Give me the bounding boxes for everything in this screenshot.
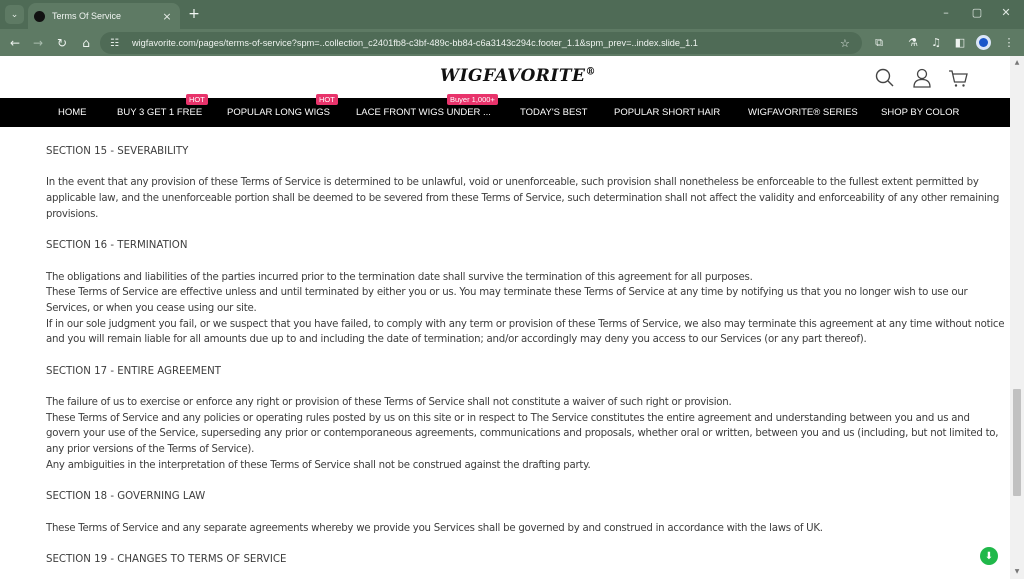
- account-icon[interactable]: [911, 67, 933, 89]
- nav-label: POPULAR LONG WIGS: [227, 107, 330, 118]
- media-control-icon[interactable]: ♫: [931, 36, 941, 49]
- nav-label: LACE FRONT WIGS UNDER ...: [356, 107, 491, 118]
- scrollbar-thumb[interactable]: [1013, 389, 1021, 496]
- tab-search-button[interactable]: [5, 5, 24, 24]
- nav-item-shop-by-color[interactable]: [881, 98, 959, 127]
- scroll-down-arrow-icon[interactable]: ▼: [1014, 568, 1020, 575]
- hot-badge: HOT: [186, 94, 208, 105]
- nav-label: HOME: [58, 107, 87, 118]
- text-line: applicable law, and the unenforceable portion shall be deemed to be severed from these Terms of Service, such determination shall not affect the validity and enforceability of any other remaining: [46, 193, 1000, 205]
- site-info-icon[interactable]: ☷: [110, 37, 119, 49]
- hot-badge: HOT: [316, 94, 338, 105]
- scroll-up-arrow-icon[interactable]: ▲: [1014, 59, 1020, 66]
- section-17-title: SECTION 17 - ENTIRE AGREEMENT: [46, 365, 221, 377]
- extensions-icon[interactable]: ⧉: [875, 36, 883, 49]
- text-line: any prior versions of the Terms of Service).: [46, 444, 255, 456]
- section-16-paragraph: [46, 270, 1005, 348]
- nav-item-popular-long-wigs[interactable]: [227, 95, 335, 127]
- text-line: If in our sole judgment you fail, or we suspect that you have failed, to comply with any term or provision of these Terms of Service, we also may terminate this agreement at any time without notice: [46, 318, 1005, 330]
- browser-tab-active[interactable]: [28, 3, 180, 29]
- nav-item-lace-front-wigs[interactable]: [356, 95, 495, 127]
- reload-button[interactable]: ↻: [56, 36, 68, 50]
- back-button[interactable]: ←: [9, 36, 21, 50]
- person-icon: [979, 38, 988, 47]
- section-16-title: SECTION 16 - TERMINATION: [46, 240, 188, 252]
- text-line: and you will remain liable for all amounts due up to and including the date of termination; and/or accordingly may deny you access to our Services (or any part thereof).: [46, 334, 867, 346]
- section-15-paragraph: [46, 175, 1000, 222]
- text-line: These Terms of Service and any policies or operating rules posted by us on this site or in respect to The Service constitutes the entire agreement and understanding between you and us and: [46, 412, 970, 424]
- web-page: [0, 56, 1010, 579]
- nav-label: SHOP BY COLOR: [881, 107, 960, 118]
- nav-label: BUY 3 GET 1 FREE: [117, 107, 203, 118]
- kebab-menu-icon[interactable]: ⋮: [1003, 36, 1015, 49]
- forward-button[interactable]: →: [32, 36, 44, 50]
- registered-mark: ®: [585, 66, 596, 78]
- cart-icon[interactable]: [947, 67, 969, 89]
- browser-toolbar: [0, 29, 1024, 56]
- download-icon: ⬇: [984, 550, 994, 562]
- new-tab-button[interactable]: +: [188, 6, 200, 22]
- text-line: Any ambiguities in the interpretation of these Terms of Service shall not be construed against the drafting party.: [46, 459, 591, 471]
- page-scrollbar[interactable]: [1010, 56, 1024, 579]
- nav-item-wigfavorite-series[interactable]: [748, 98, 858, 127]
- main-navigation: [0, 95, 1010, 127]
- nav-item-popular-short-hair[interactable]: [614, 98, 720, 127]
- text-line: These Terms of Service and any separate agreements whereby we provide you Services shall be governed by and construed in accordance with the laws of UK.: [46, 522, 823, 534]
- section-19-title: SECTION 19 - CHANGES TO TERMS OF SERVICE: [46, 553, 287, 565]
- section-18-title: SECTION 18 - GOVERNING LAW: [46, 491, 206, 503]
- site-logo[interactable]: [440, 66, 596, 86]
- buyer-count-badge: Buyer 1,000+: [447, 94, 498, 105]
- text-line: The failure of us to exercise or enforce any right or provision of these Terms of Service shall not constitute a waiver of such right or provision.: [46, 397, 732, 408]
- close-window-button[interactable]: ✕: [1001, 6, 1011, 19]
- address-bar[interactable]: [100, 32, 862, 54]
- terms-content: [46, 144, 1005, 579]
- logo-text: WIGFAVORITE: [440, 66, 586, 86]
- chevron-down-icon: ⌄: [10, 9, 19, 20]
- browser-tab-bar: [0, 0, 1024, 29]
- nav-item-todays-best[interactable]: [520, 98, 587, 127]
- section-18-paragraph: [46, 521, 976, 537]
- text-line: The obligations and liabilities of the parties incurred prior to the termination date shall survive the termination of this agreement for all purposes.: [46, 271, 753, 283]
- home-button[interactable]: ⌂: [82, 36, 90, 50]
- section-15-title: SECTION 15 - SEVERABILITY: [46, 146, 189, 157]
- profile-avatar[interactable]: [976, 35, 991, 50]
- side-panel-icon[interactable]: ◧: [954, 36, 966, 49]
- tab-close-icon[interactable]: ×: [162, 9, 172, 23]
- url-text[interactable]: wigfavorite.com/pages/terms-of-service?spm=..collection_c2401fb8-c3bf-489c-bb84-c6a3143c294c.footer_1.1&spm_prev=..index.slide_1.1: [132, 38, 698, 48]
- nav-item-buy-3-get-1-free[interactable]: [117, 95, 205, 127]
- text-line: govern your use of the Service, superseding any prior or contemporaneous agreements, communications and proposals, whether oral or written, between you and us (including, but not limited to,: [46, 428, 999, 440]
- minimize-button[interactable]: –: [943, 6, 949, 19]
- nav-item-home[interactable]: [58, 98, 87, 127]
- text-line: Services, or when you cease using our site.: [46, 302, 257, 314]
- floating-download-button[interactable]: [980, 547, 998, 565]
- nav-label: WIGFAVORITE® SERIES: [748, 107, 858, 118]
- labs-flask-icon[interactable]: ⚗: [908, 36, 918, 49]
- text-line: These Terms of Service are effective unless and until terminated by either you or us. You may terminate these Terms of Service at any time by notifying us that you no longer wish to use our: [46, 287, 968, 299]
- search-icon[interactable]: [874, 67, 896, 89]
- nav-label: POPULAR SHORT HAIR: [614, 107, 721, 118]
- nav-label: TODAY'S BEST: [520, 107, 588, 118]
- favicon-icon: [34, 11, 45, 22]
- text-line: In the event that any provision of these Terms of Service is determined to be unlawful, void or unenforceable, such provision shall nonetheless be enforceable to the fullest extent permitted by: [46, 177, 979, 189]
- bookmark-star-icon[interactable]: ☆: [840, 36, 850, 50]
- maximize-button[interactable]: ▢: [971, 6, 983, 19]
- section-17-paragraph: [46, 395, 999, 473]
- text-line: provisions.: [46, 208, 99, 220]
- tab-title: Terms Of Service: [52, 11, 122, 21]
